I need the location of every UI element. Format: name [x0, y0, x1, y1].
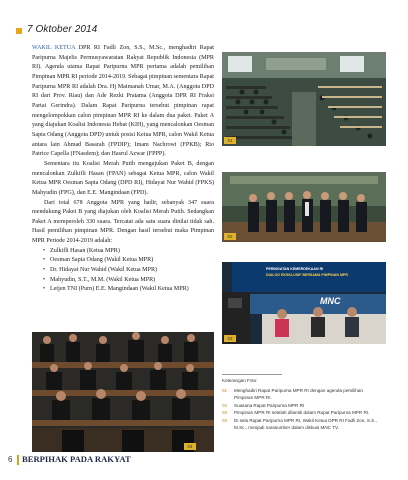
- mnc-logo: MNC: [320, 296, 341, 306]
- photo-number-badge: 01: [224, 137, 236, 144]
- caption-item: 02 Suasana Rapat Paripurna MPR RI: [222, 402, 305, 408]
- banner-line-1: PERINGATAN KEMERDEKAAN RI: [266, 267, 324, 271]
- photo-plenary-hall-image: [222, 52, 386, 146]
- banner-line-2: DIALOG EKSKLUSIF BERSAMA PIMPINAN MPR: [266, 273, 348, 277]
- photo-number-badge: 04: [184, 443, 196, 450]
- list-item: • Dr. Hidayat Nur Wahid (Wakil Ketua MPR): [50, 266, 214, 276]
- list-item: • Zulkifli Hasan (Ketua MPR): [50, 247, 214, 257]
- caption-item: 03 Di sela Rapat Paripurna MPR RI, Wakil Ketua DPR RI Fadli Zon, S.S., M.Sc., menjadi narasumber dalam diskusi MNC TV.: [222, 417, 377, 430]
- page-number: 6: [8, 455, 13, 464]
- photo-seated-members-image: [32, 332, 214, 452]
- article-text: [32, 44, 214, 295]
- photo-leaders: [222, 172, 386, 242]
- list-item: • Oesman Sapta Odang (Wakil Ketua MPR): [50, 256, 214, 266]
- photo-plenary-hall: [222, 52, 386, 146]
- caption-divider: [222, 374, 282, 375]
- paragraph-2: Sementara itu Koalisi Merah Putih mengajukan Paket B, dengan mencalonkan Zulkifli Hasan (FPAN) sebagai Ketua MPR, calon Wakil Ketua MPR Oesman Sapta Odang (DPD RI), Hidayat Nur Wahid (FPKS) Mahyudin (FPG), dan E.E. Mangindaan (FPD).: [32, 160, 214, 196]
- footer-divider: [17, 455, 19, 465]
- caption-title: Keterangan Foto:: [222, 378, 258, 383]
- date-marker-icon: [16, 28, 22, 34]
- photo-seated-members: [32, 332, 214, 452]
- photo-captions: [222, 377, 382, 432]
- list-item: • Mahyudin, S.T., M.M. (Wakil Ketua MPR): [50, 276, 214, 286]
- paragraph-1: WAKIL KETUA DPR RI Fadli Zon, S.S., M.Sc., menghadiri Rapat Paripurna Majelis Permusyawaratan Rakyat Republik Indonesia (MPR RI). Agenda utama Rapat Paripurna MPR pertama adalah pemilihan Pimpinan MPR RI periode 2014-2019. Sebagai pimpinan sementara Rapat Paripurna MPR RI adalah Dra. Hj Maimanah Umar, M.A. (Anggota DPD RI dari Prov. Riau) dan Ade Rezki Pratama (Anggota DPR RI Fraksi Partai Gerindra). Dalam Rapat Paripurna tersebut pimpinan rapat mengelompokkan calon pimpinan MPR RI ke dalam dua paket. Paket A yang diajukan Koalisi Indonesia Hebat (KIH), yang mencalonkan Oesman Sapta Odang (Anggota DPD) untuk posisi Ketua MPR, calon Wakil Ketua antara lain Ahmad Basarah (FPDIP); Imam Nachrowi (FPKB); Rio Patrice Capella (FNasdem); dan Hasrul Azwar (FPPP).: [32, 45, 214, 158]
- date-text: 7 Oktober 2014: [27, 24, 98, 35]
- date-header: [14, 24, 134, 38]
- photo-leaders-image: [222, 172, 386, 242]
- publication-brand: BERPIHAK PADA RAKYAT: [22, 454, 131, 464]
- photo-number-badge: 03: [224, 335, 236, 342]
- leader-list: [32, 247, 214, 295]
- photo-tv-dialogue: [222, 262, 386, 344]
- caption-item: 03 Pimpinan MPR RI setelah dilantik dalam Rapat Paripurna MPR RI.: [222, 410, 370, 415]
- paragraph-3: Dari total 678 Anggota MPR yang hadir, sebanyak 347 suara mendukung Paket B yang diajukan oleh Koalisi Merah Putih. Sedangkan Paket A memperoleh 330 suara. Tercatat ada satu suara dinilai tidak sah. Hasil pemilihan pimpinan MPR. Dengan hasil tersebut maka Pimpinan MPR Periode 2014-2019 adalah:: [32, 199, 214, 245]
- photo-number-badge: 02: [224, 233, 236, 240]
- caption-item: 01 Menghadiri Rapat Paripurna MPR RI dengan agenda pemilihan Pimpinan MPR RI.: [222, 387, 363, 400]
- list-item: • Letjen TNI (Purn) E.E. Mangindaan (Wakil Ketua MPR): [50, 285, 214, 295]
- lead-in: WAKIL KETUA: [32, 45, 76, 51]
